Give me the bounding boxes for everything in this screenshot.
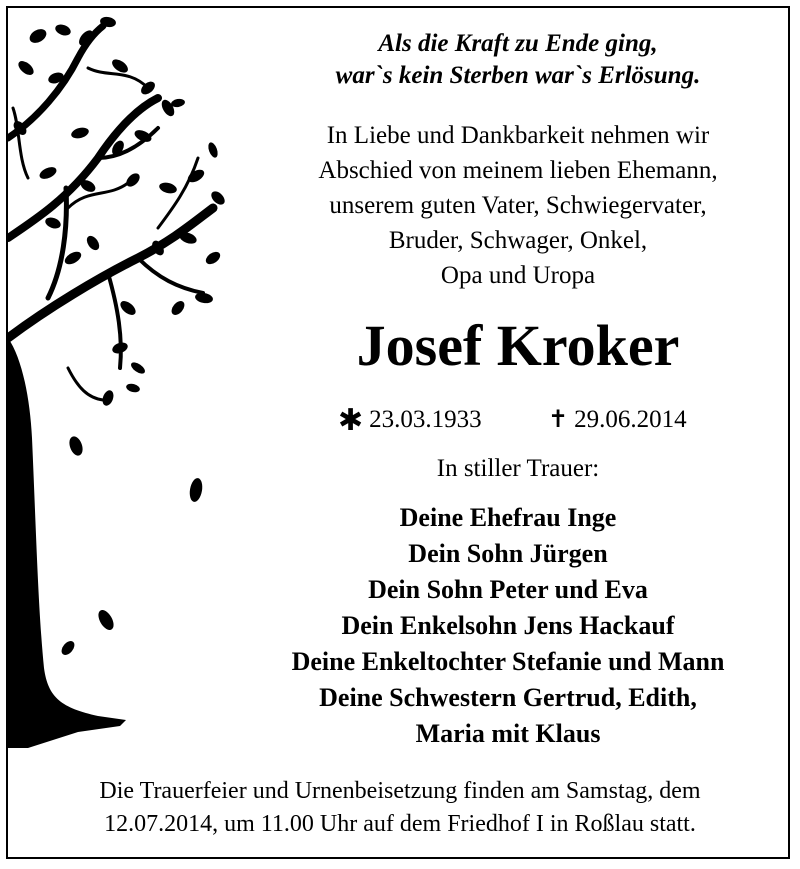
intro-text [258, 118, 778, 293]
intro-line: Abschied von meinem lieben Ehemann, [318, 157, 718, 184]
obituary-notice [6, 6, 790, 859]
birth-date-group [338, 402, 482, 439]
intro-line: Bruder, Schwager, Onkel, [388, 227, 648, 254]
mourners-list [228, 500, 788, 752]
intro-line: unserem guten Vater, Schwiegervater, [329, 192, 707, 219]
funeral-info [8, 775, 790, 841]
mourner-line: Dein Sohn Peter und Eva [368, 575, 648, 604]
death-date: 29.06.2014 [574, 406, 687, 433]
motto-line: Als die Kraft zu Ende ging, [378, 30, 658, 57]
funeral-line: Die Trauerfeier und Urnenbeisetzung finden am Samstag, dem [99, 778, 701, 804]
intro-line: In Liebe und Dankbarkeit nehmen wir [326, 122, 710, 149]
mourner-line: Dein Enkelsohn Jens Hackauf [341, 611, 675, 640]
mourner-line: Maria mit Klaus [415, 719, 601, 748]
intro-line: Opa und Uropa [440, 262, 596, 289]
birth-star-icon: ✱ [338, 404, 364, 437]
mourner-line: Deine Enkeltochter Stefanie und Mann [291, 647, 725, 676]
motto [258, 28, 778, 92]
mourning-heading: In stiller Trauer: [436, 455, 600, 482]
death-cross-icon: ✝ [548, 407, 569, 433]
death-date-group [548, 402, 687, 438]
mourner-line: Dein Sohn Jürgen [408, 539, 608, 568]
birth-date: 23.03.1933 [369, 406, 482, 433]
deceased-name: Josef Kroker [356, 313, 680, 378]
tree-illustration [8, 8, 248, 748]
funeral-line: 12.07.2014, um 11.00 Uhr auf dem Friedhof I in Roßlau statt. [104, 811, 696, 837]
motto-line: war`s kein Sterben war`s Erlösung. [335, 62, 701, 89]
mourner-line: Deine Ehefrau Inge [399, 503, 617, 532]
mourner-line: Deine Schwestern Gertrud, Edith, [319, 683, 697, 712]
life-dates [258, 402, 778, 438]
